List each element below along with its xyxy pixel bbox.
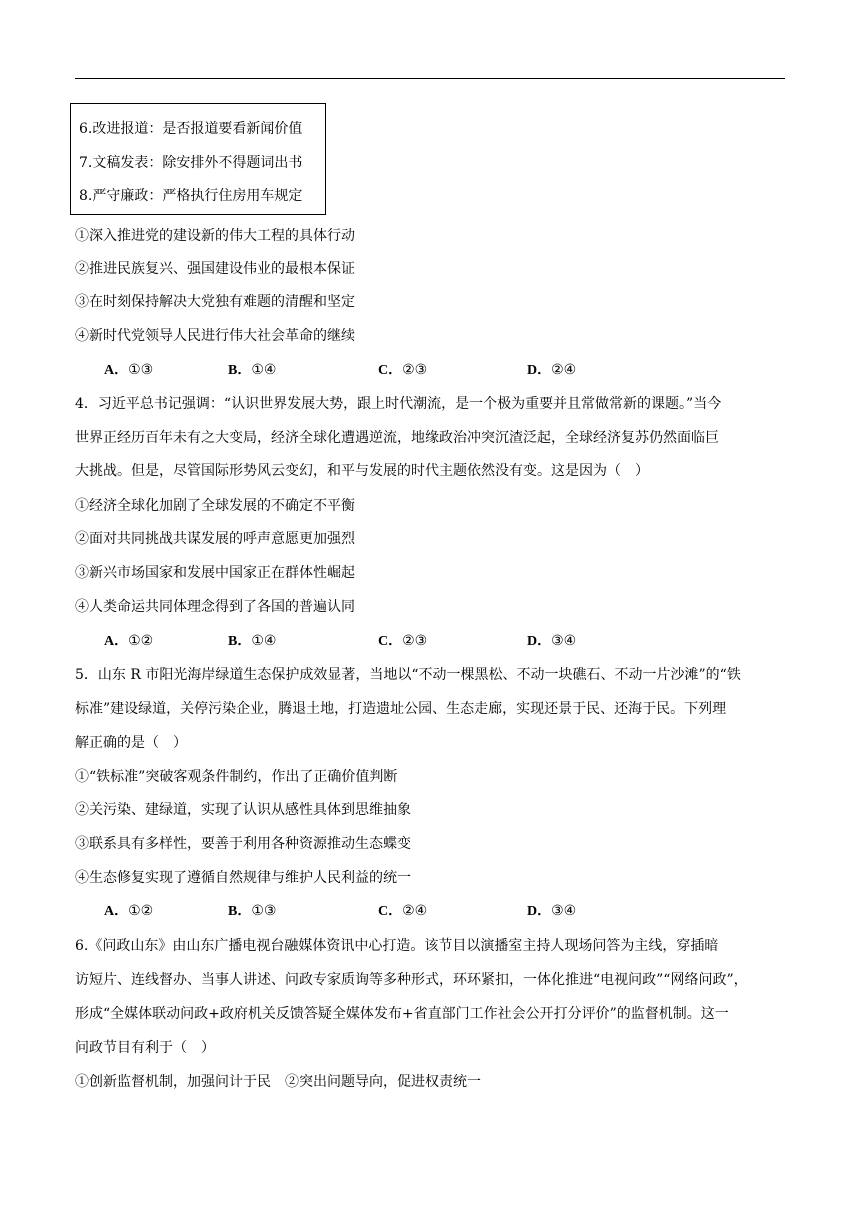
option-a[interactable]: A．①② xyxy=(104,903,154,919)
q4-stem-line: 大挑战。但是，尽管国际形势风云变幻，和平与发展的时代主题依然没有变。这是因为（ ） xyxy=(75,463,649,479)
option-d[interactable]: D．③④ xyxy=(527,633,577,649)
q5-statement: ③联系具有多样性，要善于利用各种资源推动生态蝶变 xyxy=(75,836,411,852)
header-rule xyxy=(75,78,785,79)
option-c[interactable]: C．②④ xyxy=(378,903,428,919)
q4-statement: ④人类命运共同体理念得到了各国的普遍认同 xyxy=(75,599,355,615)
q6-stem-line: 形成“全媒体联动问政+政府机关反馈答疑全媒体发布+省直部门工作社会公开打分评价”的监督机制。这一 xyxy=(75,1006,729,1022)
q5-stem-line: 5．山东 R 市阳光海岸绿道生态保护成效显著，当地以“不动一棵黑松、不动一块礁石、不动一片沙滩”的“铁 xyxy=(75,667,741,683)
q5-stem-line: 解正确的是（ ） xyxy=(75,735,187,751)
option-a[interactable]: A．①③ xyxy=(104,362,154,378)
option-a[interactable]: A．①② xyxy=(104,633,154,649)
q6-stem-line: 6.《问政山东》由山东广播电视台融媒体资讯中心打造。该节目以演播室主持人现场问答为主线，穿插暗 xyxy=(75,938,719,954)
option-c[interactable]: C．②③ xyxy=(378,633,428,649)
box-line: 7.文稿发表：除安排外不得题词出书 xyxy=(79,155,303,171)
q6-statement: ①创新监督机制，加强问计于民 ②突出问题导向，促进权责统一 xyxy=(75,1074,481,1090)
box-line: 8.严守廉政：严格执行住房用车规定 xyxy=(79,188,303,204)
option-c[interactable]: C．②③ xyxy=(378,362,428,378)
q4-statement: ③新兴市场国家和发展中国家正在群体性崛起 xyxy=(75,565,355,581)
q3-statement: ②推进民族复兴、强国建设伟业的最根本保证 xyxy=(75,261,355,277)
q5-statement: ②关污染、建绿道，实现了认识从感性具体到思维抽象 xyxy=(75,802,411,818)
option-b[interactable]: B．①④ xyxy=(228,633,277,649)
q5-statement: ①“铁标准”突破客观条件制约，作出了正确价值判断 xyxy=(75,769,398,785)
q3-statement: ③在时刻保持解决大党独有难题的清醒和坚定 xyxy=(75,294,355,310)
q4-statement: ②面对共同挑战共谋发展的呼声意愿更加强烈 xyxy=(75,531,355,547)
q4-statement: ①经济全球化加剧了全球发展的不确定不平衡 xyxy=(75,498,355,514)
q4-stem-line: 世界正经历百年未有之大变局，经济全球化遭遇逆流，地缘政治冲突沉渣泛起，全球经济复苏仍然面临巨 xyxy=(75,430,719,446)
q5-statement: ④生态修复实现了遵循自然规律与维护人民利益的统一 xyxy=(75,870,411,886)
q4-stem-line: 4．习近平总书记强调：“认识世界发展大势，跟上时代潮流，是一个极为重要并且常做常新的课题。”当今 xyxy=(75,396,722,412)
option-d[interactable]: D．②④ xyxy=(527,362,577,378)
q6-stem-line: 访短片、连线督办、当事人讲述、问政专家质询等多种形式，环环紧扣，一体化推进“电视问政”“网络问政”， xyxy=(75,972,748,988)
option-b[interactable]: B．①③ xyxy=(228,903,277,919)
option-b[interactable]: B．①④ xyxy=(228,362,277,378)
option-d[interactable]: D．③④ xyxy=(527,903,577,919)
q3-statement: ④新时代党领导人民进行伟大社会革命的继续 xyxy=(75,328,355,344)
rules-box xyxy=(70,103,326,215)
q3-statement: ①深入推进党的建设新的伟大工程的具体行动 xyxy=(75,228,355,244)
q5-stem-line: 标准”建设绿道，关停污染企业，腾退土地，打造遗址公园、生态走廊，实现还景于民、还海于民。下列理 xyxy=(75,701,727,717)
q6-stem-line: 问政节目有利于（ ） xyxy=(75,1040,215,1056)
box-line: 6.改进报道：是否报道要看新闻价值 xyxy=(79,121,303,137)
